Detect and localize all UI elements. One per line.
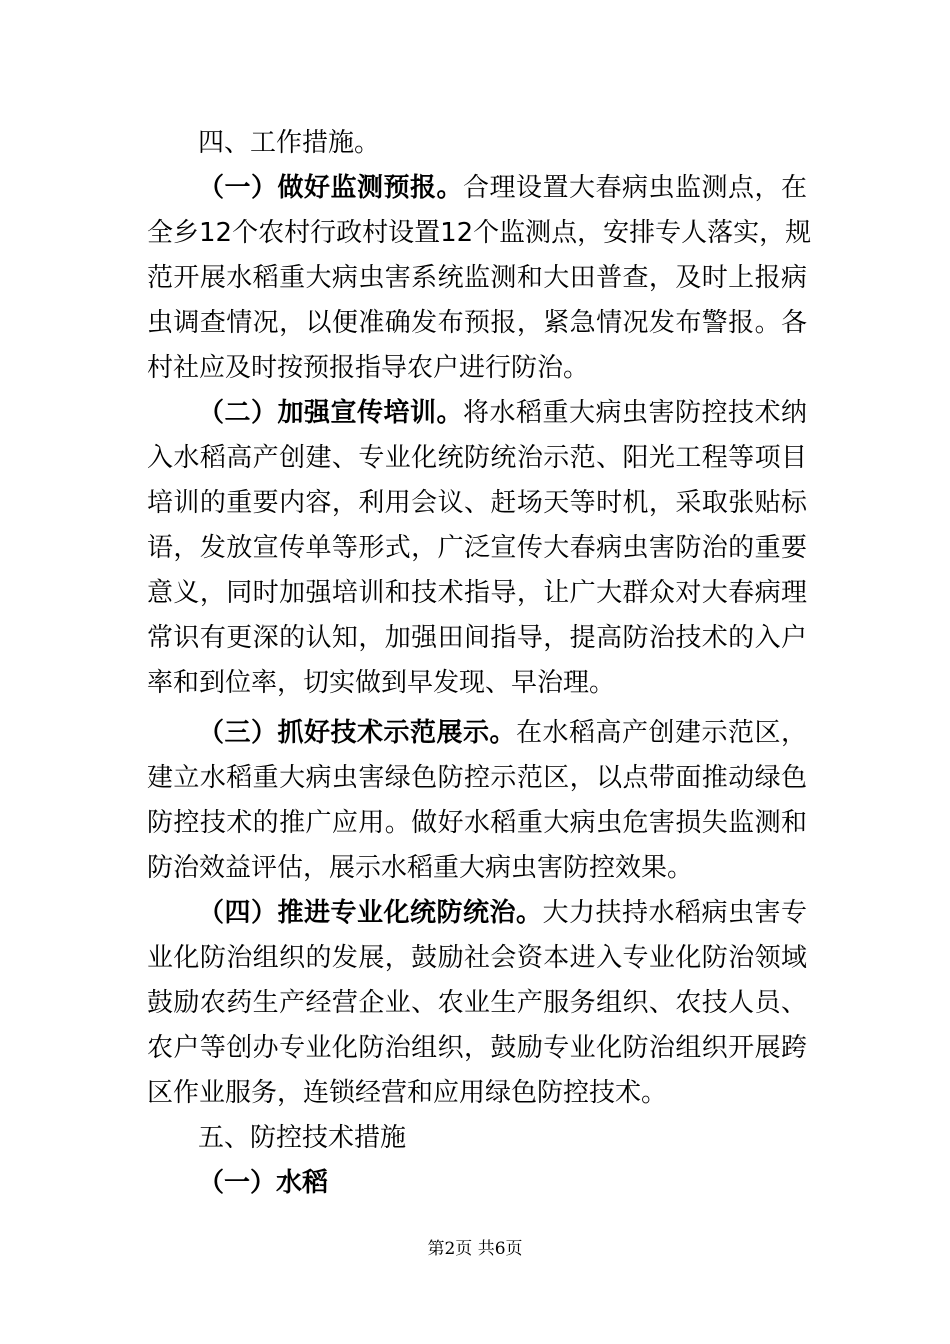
paragraph-1-line: 全乡12个农村行政村设置12个监测点，安排专人落实，规 bbox=[147, 218, 812, 248]
paragraph-4-first-line bbox=[198, 894, 807, 932]
paragraph-1-line: 虫调查情况，以便准确发布预报，紧急情况发布警报。各 bbox=[147, 308, 807, 338]
subsection-heading: （一）水稻 bbox=[198, 1168, 329, 1198]
paragraph-3-first-line bbox=[198, 714, 807, 752]
paragraph-4-line: 区作业服务，连锁经营和应用绿色防控技术。 bbox=[147, 1078, 668, 1108]
paragraph-1-line: 村社应及时按预报指导农户进行防治。 bbox=[147, 353, 590, 383]
paragraph-3-line: 防治效益评估，展示水稻重大病虫害防控效果。 bbox=[147, 853, 694, 883]
paragraph-3-line: 建立水稻重大病虫害绿色防控示范区，以点带面推动绿色 bbox=[147, 763, 807, 793]
paragraph-1-first-line bbox=[198, 169, 807, 207]
paragraph-4-heading: （四）推进专业化统防统治。 bbox=[198, 898, 543, 928]
paragraph-2-line: 率和到位率，切实做到早发现、早治理。 bbox=[147, 668, 616, 698]
paragraph-4-line: 鼓励农药生产经营企业、农业生产服务组织、农技人员、 bbox=[147, 988, 807, 1018]
paragraph-2-line: 语，发放宣传单等形式，广泛宣传大春病虫害防治的重要 bbox=[147, 533, 807, 563]
paragraph-3-text: 在水稻高产创建示范区， bbox=[515, 718, 807, 748]
paragraph-1-text: 合理设置大春病虫监测点，在 bbox=[463, 173, 807, 203]
paragraph-2-line: 入水稻高产创建、专业化统防统治示范、阳光工程等项目 bbox=[147, 443, 807, 473]
paragraph-1-heading: （一）做好监测预报。 bbox=[198, 173, 463, 203]
paragraph-3-line: 防控技术的推广应用。做好水稻重大病虫危害损失监测和 bbox=[147, 808, 807, 838]
paragraph-2-text: 将水稻重大病虫害防控技术纳 bbox=[463, 398, 807, 428]
section-five-heading: 五、防控技术措施 bbox=[198, 1123, 407, 1153]
paragraph-2-line: 常识有更深的认知，加强田间指导，提高防治技术的入户 bbox=[147, 623, 807, 653]
paragraph-3-heading: （三）抓好技术示范展示。 bbox=[198, 718, 516, 748]
page-number-footer: 第2页 共6页 bbox=[427, 1239, 523, 1259]
paragraph-2-first-line bbox=[198, 394, 807, 432]
paragraph-2-line: 意义，同时加强培训和技术指导，让广大群众对大春病理 bbox=[147, 578, 807, 608]
paragraph-4-line: 业化防治组织的发展，鼓励社会资本进入专业化防治领域 bbox=[147, 943, 807, 973]
paragraph-4-text: 大力扶持水稻病虫害专 bbox=[542, 898, 807, 928]
paragraph-4-line: 农户等创办专业化防治组织，鼓励专业化防治组织开展跨 bbox=[147, 1033, 807, 1063]
paragraph-2-line: 培训的重要内容，利用会议、赶场天等时机，采取张贴标 bbox=[147, 488, 807, 518]
paragraph-1-line: 范开展水稻重大病虫害系统监测和大田普查，及时上报病 bbox=[147, 263, 807, 293]
paragraph-2-heading: （二）加强宣传培训。 bbox=[198, 398, 463, 428]
section-four-heading: 四、工作措施。 bbox=[198, 128, 381, 158]
